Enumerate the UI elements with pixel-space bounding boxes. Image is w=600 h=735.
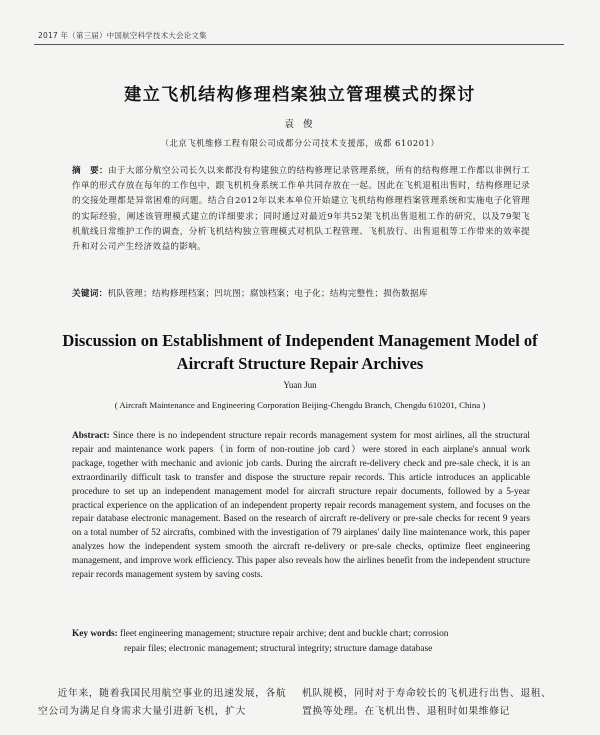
chinese-keywords <box>72 287 542 299</box>
english-keywords-line2: repair files; electronic management; structural integrity; structure damage database <box>124 644 433 654</box>
english-affiliation: ( Aircraft Maintenance and Engineering Corporation Beijing-Chengdu Branch, Chengdu 610201, China ) <box>114 400 486 410</box>
chinese-affiliation: （北京飞机维修工程有限公司成都分公司技术支援部，成都 610201） <box>160 138 440 148</box>
english-abstract-label: Abstract: <box>72 431 110 441</box>
english-abstract-text: Since there is no independent structure repair records management system for most airlines, all the structural repair and maintenance work papers（in form of non-routine job card）were stored in each airplane's annual work package, together with mechanic and avionic job cards. During the aircraft re-delivery check and pre-sale check, it is an extraordinarily difficult task to transfer and dispose the structure repair records. This article introduces an applicable procedure to set up an independent management model for aircraft structure repair documents, followed by a 5-year practical experience on the application of an independent property repair records management system, and focuses on the repair database electronic management. Based on the research of aircraft re-delivery or pre-sale checks for recent 9 years on a total number of 52 aircrafts, combined with the investigation of 79 airplanes' daily line maintenance work, this paper analyzes how the independent system smooth the aircraft re-delivery or pre-sale checks, optimize fleet engineering management, and improve work efficiency. This paper also reveals how the airlines benefit from the independent structure repair records management system by saving costs. <box>72 431 530 581</box>
body-column-left <box>38 685 288 721</box>
english-author: Yuan Jun <box>283 380 317 390</box>
header-rule <box>34 44 564 45</box>
english-keywords-label: Key words: <box>72 629 118 639</box>
english-keywords <box>72 627 530 657</box>
english-title-line1: Discussion on Establishment of Independent Management Model of <box>62 331 538 350</box>
chinese-abstract-text: 由于大部分航空公司长久以来都没有构建独立的结构修理记录管理系统，所有的结构修理工作都以非例行工作单的形式存放在每年的工作包中，跟飞机机身系统工作单共同存放在一起。因此在飞机退租出售时，结构修理记录的交接处理都是异常困难的问题。结合自2012年以来本单位开始建立飞机结构修理档案管理系统和实施电子化管理的实际经验，阐述该管理模式建立的详细要求；同时通过对最近9年共52架飞机出售退租工作的研究，以及79架飞机航线日常维护工作的调查，分析飞机结构独立管理模式对机队工程管理、飞机放行、出售退租等工作带来的效率提升和对公司产生经济效益的影响。 <box>72 166 531 253</box>
body-column-right <box>302 685 552 721</box>
body-paragraph: 近年来，随着我国民用航空事业的迅速发展，各航空公司为满足自身需求大量引进新飞机，扩大 <box>38 688 287 717</box>
english-title <box>0 329 600 375</box>
chinese-keywords-label: 关键词： <box>72 289 108 299</box>
chinese-author: 袁 俊 <box>284 119 316 130</box>
body-paragraph-continued: 机队规模，同时对于寿命较长的飞机进行出售、退租、置换等处理。在飞机出售、退租时如果维修记 <box>302 688 552 717</box>
chinese-title: 建立飞机结构修理档案独立管理模式的探讨 <box>124 85 476 105</box>
english-keywords-line1: fleet engineering management; structure repair archive; dent and buckle chart; corrosion <box>120 629 449 639</box>
chinese-abstract-label: 摘 要： <box>72 166 108 176</box>
chinese-keywords-text: 机队管理；结构修理档案；凹坑图；腐蚀档案；电子化；结构完整性；损伤数据库 <box>107 289 428 299</box>
english-title-line2: Aircraft Structure Repair Archives <box>176 354 424 373</box>
english-abstract <box>72 430 530 583</box>
running-header: 2017 年（第三届）中国航空科学技术大会论文集 <box>38 31 207 40</box>
chinese-abstract <box>72 164 530 255</box>
